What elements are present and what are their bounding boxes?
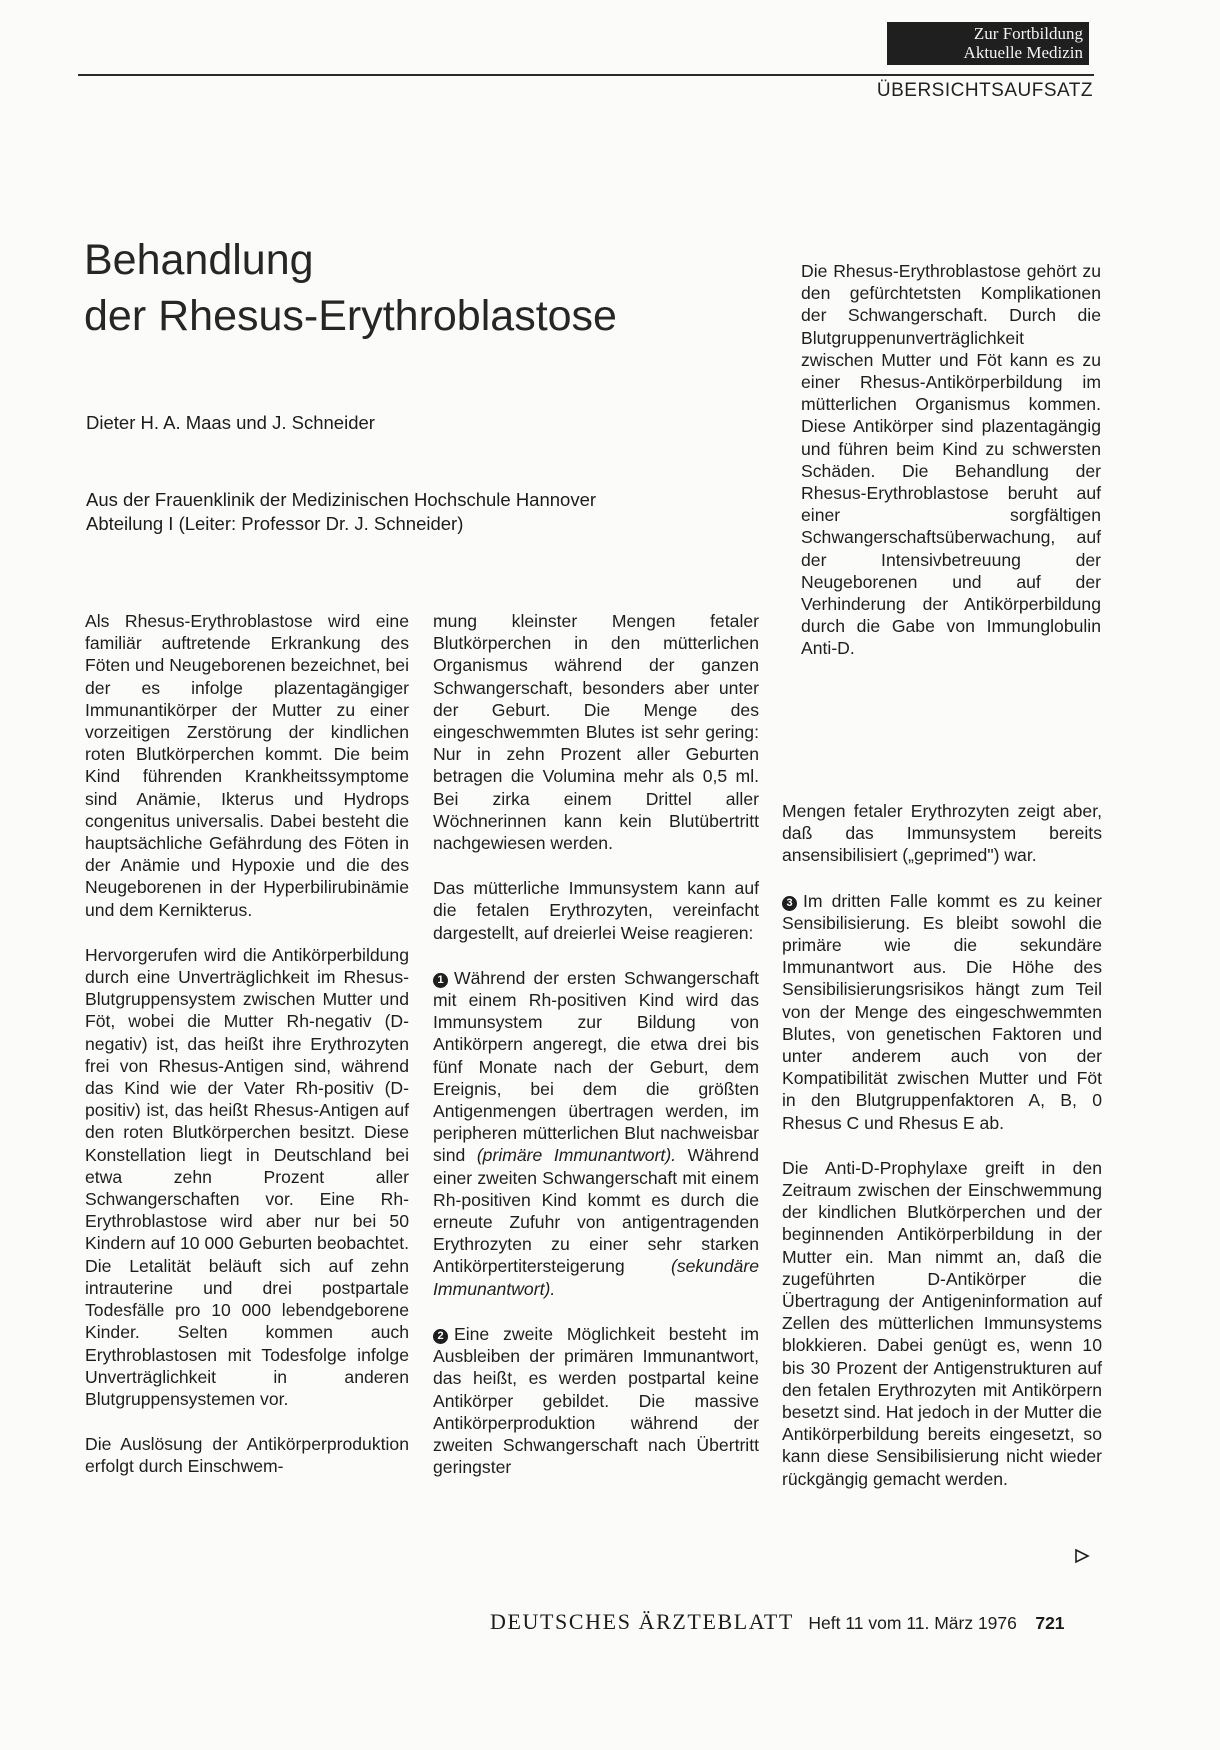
paragraph: Die Anti-D-Prophylaxe greift in den Zeitraum zwischen der Einschwemmung der kindlichen Blutkörperchen und der beginnenden Antikörperbildung in der Mutter ein. Man nimmt an, daß die zugeführten D-Antikörper die Übertragung der Antigeninformation auf Zellen des mütterlichen Immunsystems blokkieren. Dabei genügt es, wenn 10 bis 30 Prozent der Antigenstrukturen auf den fetalen Erythrozyten mit Antikörpern besetzt sind. Hat jedoch in der Mutter die Antikörperbildung bereits eingesetzt, so kann diese Sensibilisierung nicht wieder rückgängig gemacht werden. [782,1157,1102,1489]
numbered-paragraph-3 [782,890,1102,1134]
section-kicker [887,22,1089,65]
number-1-badge: 1 [433,973,448,988]
paragraph: Die Auslösung der Antikörperproduktion erfolgt durch Einschwem- [85,1434,409,1477]
title-line-1: Behandlung [84,236,314,284]
header-rule [78,74,1094,76]
body-column-2 [433,610,759,1478]
paragraph: Das mütterliche Immunsystem kann auf die fetalen Erythrozyten, vereinfacht dargestellt, auf dreierlei Weise reagieren: [433,878,759,943]
page-number: 721 [1035,1613,1065,1633]
paragraph-text: Im dritten Falle kommt es zu keiner Sensibilisierung. Es bleibt sowohl die primäre wie die sekundäre Immunantwort aus. Die Höhe des Sensibilisierungsrisikos hängt zum Teil von der Menge des eingeschwemmten Blutes, von genetischen Faktoren und unter anderem auch von der Kompatibilität zwischen Mutter und Föt in den Blutgruppenfaktoren A, B, 0 Rhesus C und Rhesus E ab. [782,890,1102,1133]
paragraph: Hervorgerufen wird die Antikörperbildung durch eine Unverträglichkeit im Rhesus-Blutgruppensystem zwischen Mutter und Föt, wobei die Mutter Rh-negativ (D-negativ) ist, das heißt ihre Erythrozyten frei von Rhesus-Antigen sind, während das Kind wie der Vater Rh-positiv (D-positiv) ist, das heißt Rhesus-Antigen auf den roten Blutkörperchen besitzt. Diese Konstellation liegt in Deutschland bei etwa zehn Prozent aller Schwangerschaften vor. Eine Rh-Erythroblastose wird aber nur bei 50 Kindern auf 10 000 Geburten beobachtet. Die Letalität beläuft sich auf zehn intrauterine und drei postpartale Todesfälle pro 10 000 lebendgeborene Kinder. Selten kommen auch Erythroblastosen mit Todesfolge infolge Unverträglichkeit in anderen Blutgruppensystemen vor. [85,944,409,1409]
paragraph-text: Während der ersten Schwangerschaft mit einem Rh-positiven Kind wird das Immunsystem zur Bildung von Antikörpern angeregt, die etwa drei bis fünf Monate nach der Geburt, dem Ereignis, bei dem die größten Antigenmengen übertragen werden, im peripheren mütterlichen Blut nachweisbar sind [433,967,759,1166]
number-2-badge: 2 [433,1329,448,1344]
numbered-paragraph-1 [433,967,759,1300]
paragraph-text: Während einer zweiten Schwangerschaft mit einem Rh-positiven Kind kommt es durch die erneute Zufuhr von antigentragenden Erythrozyten zu einer sehr starken Antikörpertitersteigerung [433,1145,760,1277]
lead-paragraph: Die Rhesus-Erythroblastose gehört zu den gefürchtetsten Komplikationen der Schwangerschaft. Durch die Blutgruppenunverträglichkeit zwischen Mutter und Föt kann es zu einer Rhesus-Antikörperbildung im mütterlichen Organismus kommen. Diese Antikörper sind plazentagängig und führen beim Kind zu schwersten Schäden. Die Behandlung der Rhesus-Erythroblastose beruht auf einer sorgfältigen Schwangerschaftsüberwachung, auf der Intensivbetreuung der Neugeborenen und auf der Verhinderung der Antikörperbildung durch die Gabe von Immunglobulin Anti-D. [801,261,1101,659]
affiliation [86,488,596,536]
page-footer [490,1609,1065,1635]
article-title [84,232,617,344]
affiliation-line-2: Abteilung I (Leiter: Professor Dr. J. Schneider) [86,513,464,534]
body-column-3 [782,800,1102,1490]
title-line-2: der Rhesus-Erythroblastose [84,292,617,340]
paragraph: Mengen fetaler Erythrozyten zeigt aber, daß das Immunsystem bereits ansensibilisiert („geprimed") war. [782,801,1102,866]
kicker-line-2: Aktuelle Medizin [963,43,1083,62]
number-3-badge: 3 [782,896,797,911]
continue-triangle-icon [1074,1548,1090,1564]
emphasis-text: (sekundäre Immunantwort). [433,1256,759,1299]
paragraph: Als Rhesus-Erythroblastose wird eine familiär auftretende Erkrankung des Föten und Neugeborenen bezeichnet, bei der es infolge plazentagängiger Immunantikörper der Mutter zu einer vorzeitigen Zerstörung der kindlichen roten Blutkörperchen kommt. Die beim Kind führenden Krankheitssymptome sind Anämie, Ikterus und Hydrops congenitus universalis. Dabei besteht die hauptsächliche Gefährdung des Föten in der Anämie und Hypoxie und die des Neugeborenen in der Hyperbilirubinämie und dem Kernikterus. [85,611,409,920]
emphasis-text: (primäre Immunantwort). [476,1145,677,1166]
body-column-1 [85,610,409,1478]
lead-abstract [801,260,1101,660]
section-label: ÜBERSICHTSAUFSATZ [876,80,1093,101]
authors: Dieter H. A. Maas und J. Schneider [86,412,375,433]
journal-name: DEUTSCHES ÄRZTEBLATT [490,1609,794,1634]
paragraph: mung kleinster Mengen fetaler Blutkörperchen in den mütterlichen Organismus während der ganzen Schwangerschaft, besonders aber unter der Geburt. Die Menge des eingeschwemmten Blutes ist sehr gering: Nur in zehn Prozent aller Geburten betragen die Volumina mehr als 0,5 ml. Bei zirka einem Drittel aller Wöchnerinnen kann kein Blutübertritt nachgewiesen werden. [433,611,759,854]
kicker-line-1: Zur Fortbildung [973,24,1083,43]
issue-info: Heft 11 vom 11. März 1976 [808,1613,1017,1633]
numbered-paragraph-2 [433,1323,759,1478]
affiliation-line-1: Aus der Frauenklinik der Medizinischen Hochschule Hannover [86,489,597,510]
paragraph-text: Eine zweite Möglichkeit besteht im Ausbleiben der primären Immunantwort, das heißt, es werden postpartal keine Antikörper gebildet. Die massive Antikörperproduktion während der zweiten Schwangerschaft nach Übertritt geringster [433,1323,759,1478]
